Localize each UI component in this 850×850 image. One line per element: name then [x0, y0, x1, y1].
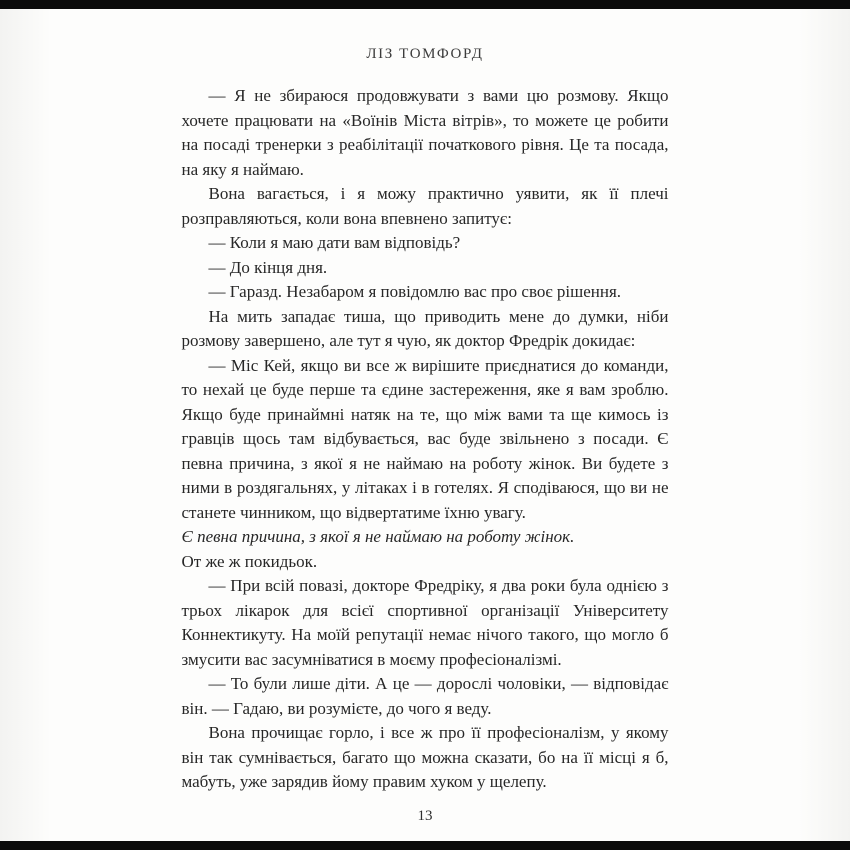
paragraph: — До кінця дня. [208, 257, 328, 277]
paragraph: Вона прочищає горло, і все ж про її професіоналізм, у якому він так сумнівається, багато що можна сказати, бо на її місці я б, мабуть, уже зарядив йому правим хуком у щелепу. [181, 723, 669, 791]
paragraph: От же ж покидьок. [181, 551, 318, 571]
paragraph: Вона вагається, і я можу практично уявити, як її плечі розправляються, коли вона впевнено запитує: [181, 184, 669, 228]
paragraph: На мить западає тиша, що приводить мене до думки, ніби розмову завершено, але тут я чую, як доктор Фредрік докидає: [181, 306, 669, 350]
page-body [182, 84, 669, 795]
running-header-author: ЛІЗ ТОМФОРД [366, 46, 484, 62]
paragraph: — То були лише діти. А це — дорослі чоловіки, — відповідає він. — Гадаю, ви розумієте, до чого я веду. [181, 674, 669, 718]
scan-edge-top [0, 0, 850, 9]
paragraph: — Гаразд. Незабаром я повідомлю вас про своє рішення. [208, 282, 622, 301]
book-page [0, 9, 850, 841]
page-number: 13 [417, 808, 433, 824]
paragraph: — При всій повазі, докторе Фредріку, я два роки була однією з трьох лікарок для всієї спортивної організації Університету Коннектикуту. На моїй репутації немає нічого такого, що могло б змусити вас засумніватися в моєму професіоналізмі. [181, 576, 669, 669]
scan-edge-bottom [0, 841, 850, 850]
paragraph: — Коли я маю дати вам відповідь? [208, 233, 461, 252]
paragraph: — Міс Кей, якщо ви все ж вирішите приєднатися до команди, то нехай це буде перше та єдине застереження, яке я вам зроблю. Якщо буде принаймні натяк на те, що між вами та ще кимось із гравців щось там відбувається, вас буде звільнено з посади. Є певна причина, з якої я не наймаю на роботу жінок. Ви будете з ними в роздягальнях, у літаках і в готелях. Я сподіваюся, що ви не станете чинником, що відвертатиме їхню увагу. [181, 355, 669, 522]
paragraph-inner-thought: Є певна причина, з якої я не наймаю на роботу жінок. [181, 527, 575, 546]
paragraph: — Я не збираюся продовжувати з вами цю розмову. Якщо хочете працювати на «Воїнів Міста вітрів», то можете це робити на посаді тренерки з реабілітації початкового рівня. Це та посада, на яку я наймаю. [181, 86, 669, 179]
